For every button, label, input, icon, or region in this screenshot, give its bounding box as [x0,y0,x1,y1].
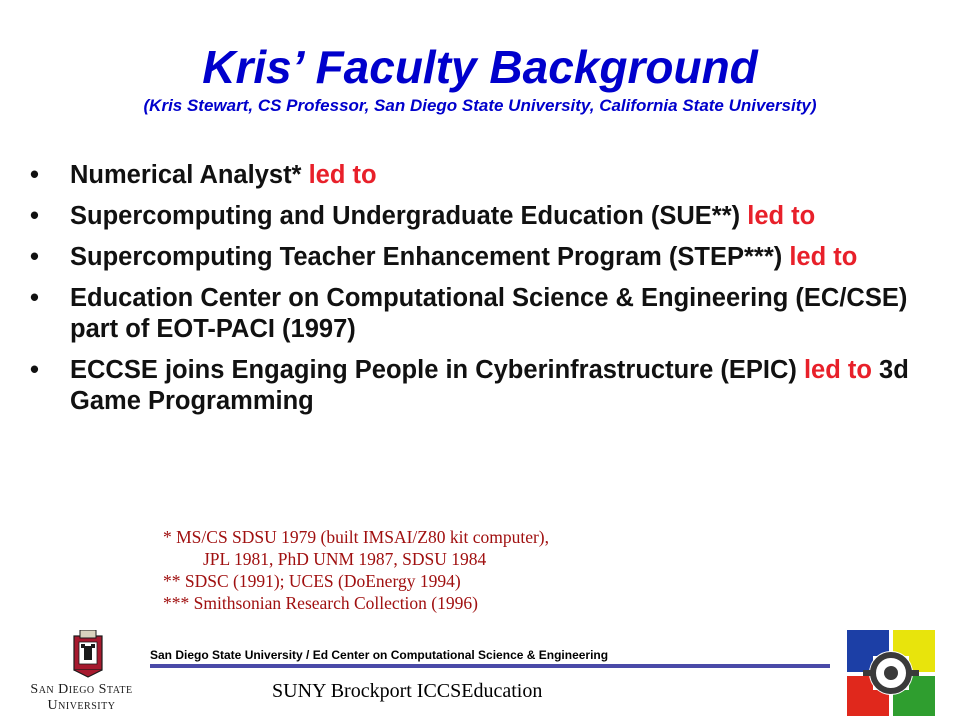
bullet-dot-icon: • [30,284,39,312]
footnote-line: *** Smithsonian Research Collection (1996) [163,593,478,613]
footnotes [163,526,549,614]
sdsu-seal-icon [60,630,116,678]
bullet-text: Education Center on Computational Science & Engineering (EC/CSE) part of EOT-PACI (1997) [70,284,908,343]
bullet-item [28,201,928,232]
bullet-text: Supercomputing and Undergraduate Education (SUE**) [70,202,748,230]
slide-title: Kris’ Faculty Background [202,41,758,93]
bullet-item [28,242,928,273]
bullet-dot-icon: • [30,356,39,384]
bullet-list [28,160,928,427]
bullet-highlight: led to [789,243,858,271]
sdsu-logo-text-line2: University [47,698,116,713]
bullet-text-after: 3d Game Programming [70,356,909,415]
bullet-dot-icon: • [30,202,39,230]
sdsu-logo [14,630,149,715]
footer-course: SUNY Brockport ICCSEducation [272,680,543,702]
sdsu-logo-text-line1: San Diego State [30,682,133,697]
bullet-highlight: led to [803,356,872,384]
footer-organization: San Diego State University / Ed Center on Computational Science & Engineering [150,648,609,662]
bullet-highlight: led to [747,202,816,230]
eccse-logo-icon [843,626,939,720]
bullet-text: Numerical Analyst* [70,161,309,189]
bullet-text: Supercomputing Teacher Enhancement Program (STEP***) [70,243,790,271]
bullet-text: ECCSE joins Engaging People in Cyberinfrastructure (EPIC) [70,356,804,384]
footer-divider [150,664,830,668]
bullet-item [28,283,928,345]
bullet-highlight: led to [308,161,377,189]
footnote-line: ** SDSC (1991); UCES (DoEnergy 1994) [163,571,461,591]
bullet-item [28,355,928,417]
footnote-line: * MS/CS SDSU 1979 (built IMSAI/Z80 kit computer), [163,527,549,547]
bullet-dot-icon: • [30,161,39,189]
slide-subtitle: (Kris Stewart, CS Professor, San Diego State University, California State University) [143,96,817,115]
bullet-dot-icon: • [30,243,39,271]
footnote-line: JPL 1981, PhD UNM 1987, SDSU 1984 [203,549,487,569]
bullet-item [28,160,928,191]
